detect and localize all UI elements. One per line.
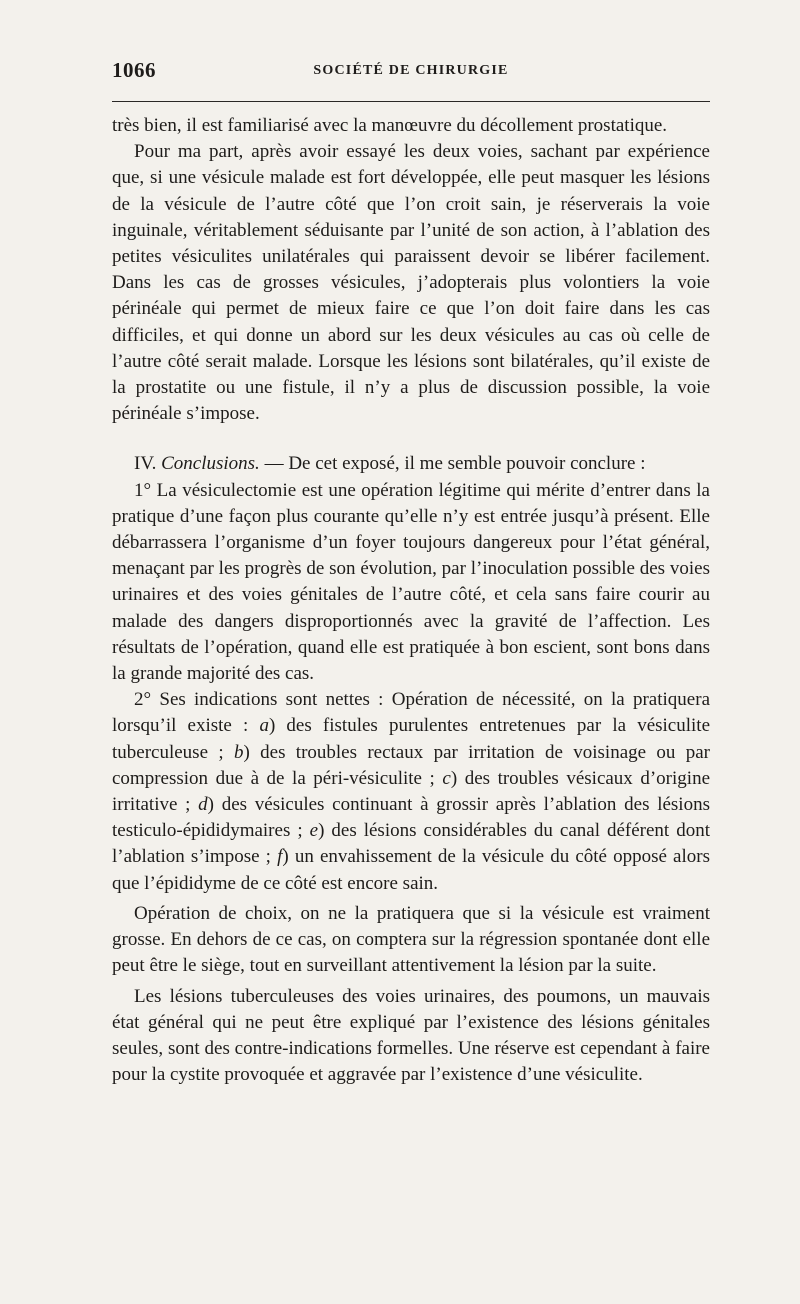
section-heading-conclusions [112,451,710,477]
conclusion-1-text: La vésiculectomie est une opération légitime qui mérite d’entrer dans la pratique d’une façon plus courante qu’elle n’y est entrée jusqu’à présent. Elle débarrassera l’organisme d’un foyer toujours dangereux pour l’état général, menaçant par les progrès de son évolution, par l’inoculation possible des voies urinaires et des voies génitales de l’autre côté, et cela sans faire courir au malade des dangers disproportionnés avec la gravité de l’affection. Les résultats de l’opération, quand elle est pratiquée à bon escient, sont bons dans la grande majorité des cas. [112,479,710,685]
enum-letter: d [198,794,208,816]
conclusion-2-text: ) des vésicules continuant à grossir après l’ablation des lésions testiculo-épididymaires ; [112,794,710,842]
conclusion-2-text: Ses indications sont nettes : Opération de nécessité, on la pratiquera lorsqu’il existe : [112,689,710,737]
conclusion-2-text: ) des troubles rectaux par irritation de voisinage ou par compression due à de la péri-vésiculite ; [112,741,710,789]
paragraph-contre-indications: Les lésions tuberculeuses des voies urinaires, des poumons, un mauvais état général qui ne peut être expliqué par l’existence des lésions génitales seules, sont des contre-indications formelles. Une réserve est cependant à faire pour la cystite provoquée et aggravée par l’existence d’une vésiculite. [112,985,710,1086]
conclusion-1 [112,478,710,688]
enum-letter: b [233,741,244,763]
page-number: 1066 [112,58,156,82]
conclusion-2-text: ) des lésions considérables du canal déférent dont l’ablation s’impose ; [112,820,710,868]
conclusion-2-number: 2° [134,689,152,711]
section-intro: — De cet exposé, il me semble pouvoir conclure : [259,453,646,475]
section-title: Conclusions. [161,453,260,475]
page-header [112,58,710,88]
body-text [112,113,710,1088]
paragraph-continuation: très bien, il est familiarisé avec la manœuvre du décollement prostatique. [112,115,668,136]
running-title: SOCIÉTÉ DE CHIRURGIE [313,63,509,78]
conclusion-1-number: 1° [134,479,152,501]
conclusion-2-text: ) des fistules purulentes entretenues par la vésiculite tuberculeuse ; [112,715,711,763]
paragraph-operation-de-choix: Opération de choix, on ne la pratiquera que si la vésicule est vraiment grosse. En dehors de ce cas, on comptera sur la régression spontanée dont elle peut être le siège, tout en surveillant attentivement la lésion par la suite. [112,902,710,977]
conclusion-2-text: ) un envahissement de la vésicule du côté opposé alors que l’épididyme de ce côté est encore sain. [112,846,710,894]
header-rule [112,101,710,102]
paragraph-voies: Pour ma part, après avoir essayé les deux voies, sachant par expérience que, si une vésicule malade est fort développée, elle peut masquer les lésions de la vésicule de l’autre côté que l’on croit sain, je réserverais la voie inguinale, véritablement séduisante par l’unité de son action, à l’ablation des petites vésiculites unilatérales qui paraissent devoir se libérer facilement. Dans les cas de grosses vésicules, j’adopterais plus volontiers la voie périnéale qui permet de mieux faire ce que l’on doit faire dans les cas difficiles, et qui donne un abord sur les deux vésicules au cas où celle de l’autre côté serait malade. Lorsque les lésions sont bilatérales, qu’il existe de la prostatite ou une fistule, il n’y a plus de discussion possible, la voie périnéale s’impose. [112,141,710,425]
enum-letter: a [259,715,269,737]
section-number: IV. [134,453,162,475]
conclusion-2 [112,687,710,897]
enum-letter: c [442,767,451,789]
conclusion-2-text: ) des troubles vésicaux d’origine irritative ; [112,767,711,816]
enum-letter: f [277,846,283,868]
enum-letter: e [309,820,319,842]
